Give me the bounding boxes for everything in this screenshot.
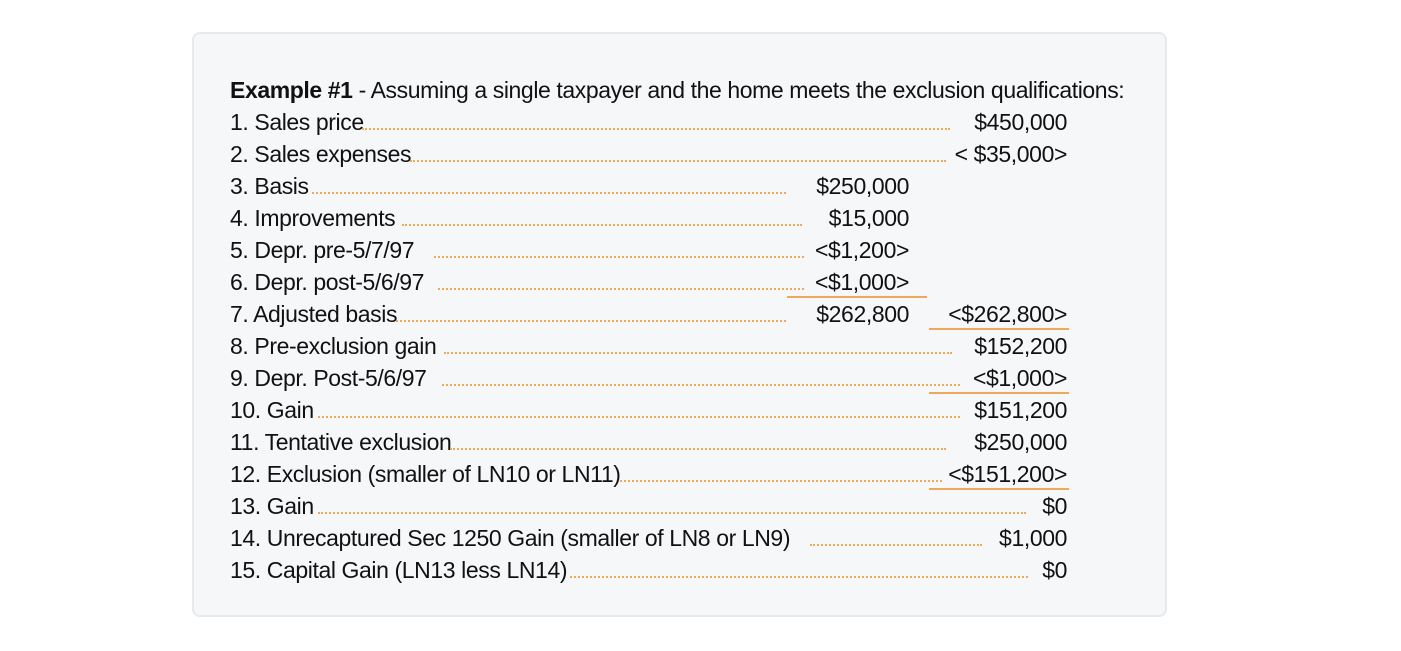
example-heading	[230, 74, 1124, 106]
dot-leader	[402, 224, 802, 226]
row-label: 13. Gain	[230, 493, 314, 519]
dot-leader	[312, 192, 786, 194]
amount-total: $0	[1042, 557, 1067, 583]
amount-subtotal: $262,800	[816, 301, 909, 327]
amount-total: $0	[1042, 493, 1067, 519]
dot-leader	[438, 288, 804, 290]
example-description: - Assuming a single taxpayer and the home meets the exclusion qualifications:	[352, 77, 1125, 103]
amount-subtotal: $250,000	[816, 173, 909, 199]
amount-total: $1,000	[999, 525, 1067, 551]
dot-leader	[810, 544, 982, 546]
dot-leader	[444, 352, 952, 354]
example-title: Example #1	[230, 77, 353, 103]
amount-total: $152,200	[974, 333, 1067, 359]
amount-total: $151,200	[974, 397, 1067, 423]
amount-total: $450,000	[974, 109, 1067, 135]
amount-total: <$151,200>	[948, 461, 1067, 487]
amount-total: $250,000	[974, 429, 1067, 455]
row-label: 12. Exclusion (smaller of LN10 or LN11)	[230, 461, 621, 487]
row-label: 14. Unrecaptured Sec 1250 Gain (smaller of LN8 or LN9)	[230, 525, 791, 551]
amount-total: < $35,000>	[954, 141, 1067, 167]
dot-leader	[318, 512, 1026, 514]
dot-leader	[410, 160, 946, 162]
dot-leader	[450, 448, 946, 450]
amount-subtotal: $15,000	[828, 205, 909, 231]
dot-leader	[570, 576, 1028, 578]
row-label: 4. Improvements	[230, 205, 396, 231]
amount-total: <$1,000>	[972, 365, 1067, 391]
amount-subtotal: <$1,000>	[814, 269, 909, 295]
amount-total: <$262,800>	[948, 301, 1067, 327]
row-label: 9. Depr. Post-5/6/97	[230, 365, 427, 391]
dot-leader	[620, 480, 942, 482]
row-label: 11. Tentative exclusion	[230, 429, 452, 455]
amount-subtotal: <$1,200>	[814, 237, 909, 263]
dot-leader	[434, 256, 804, 258]
dot-leader	[442, 384, 960, 386]
row-label: 6. Depr. post-5/6/97	[230, 269, 425, 295]
row-label: 7. Adjusted basis	[230, 301, 398, 327]
dot-leader	[318, 416, 960, 418]
row-label: 5. Depr. pre-5/7/97	[230, 237, 415, 263]
row-label: 10. Gain	[230, 397, 314, 423]
row-label: 15. Capital Gain (LN13 less LN14)	[230, 557, 568, 583]
row-label: 1. Sales price	[230, 109, 364, 135]
dot-leader	[362, 128, 950, 130]
row-label: 2. Sales expenses	[230, 141, 412, 167]
row-label: 8. Pre-exclusion gain	[230, 333, 437, 359]
dot-leader	[396, 320, 786, 322]
row-label: 3. Basis	[230, 173, 309, 199]
